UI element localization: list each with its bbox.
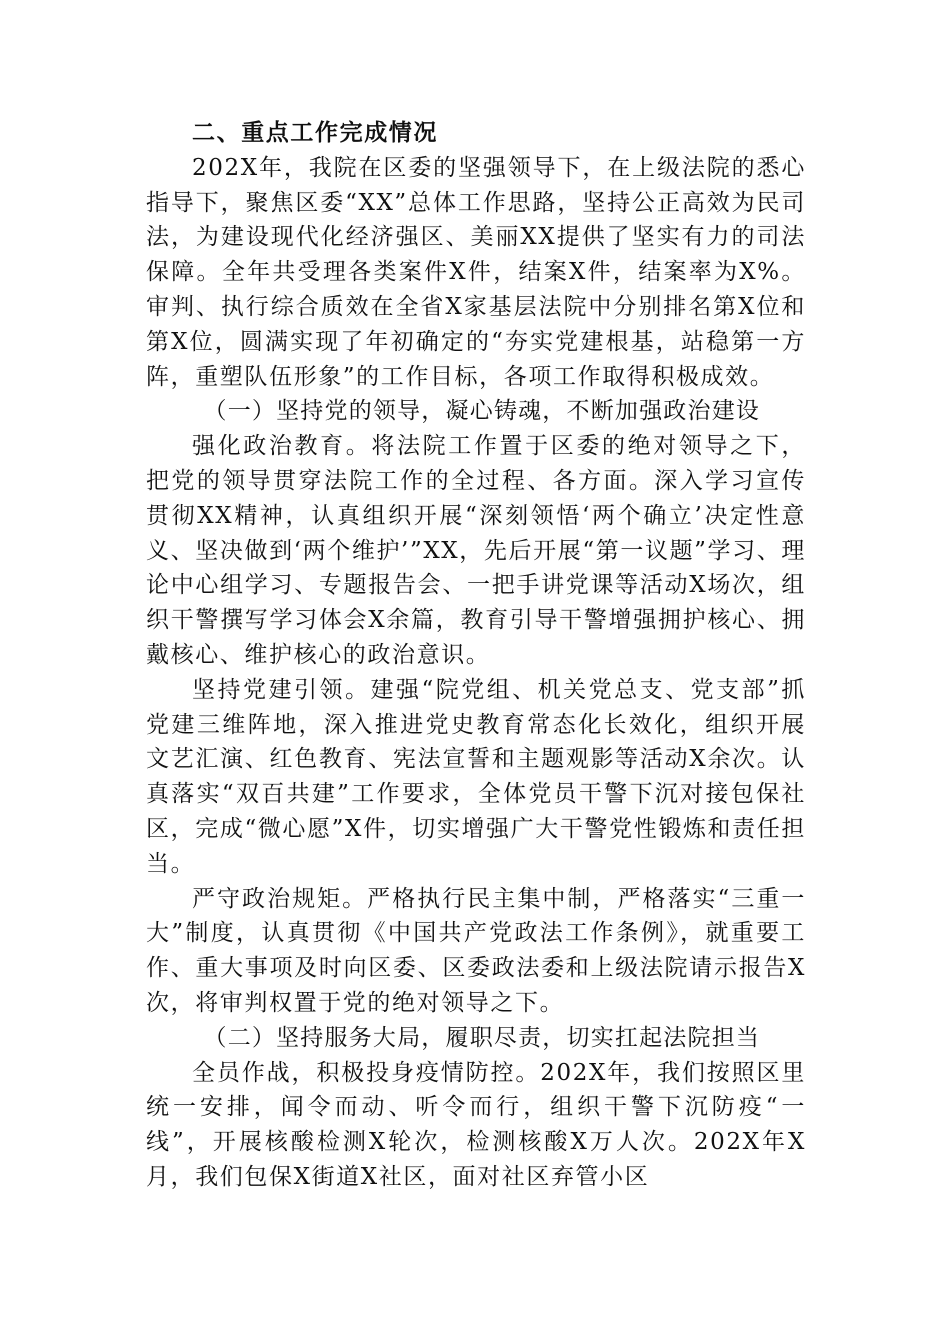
paragraph-party-building: 坚持党建引领。建强“院党组、机关党总支、党支部”抓党建三维阵地，深入推进党史教育常态化长效化，组织开展文艺汇演、红色教育、宪法宣誓和主题观影等活动X余次。认真落实“双百共建”工作要求，全体党员干警下沉对接包保社区，完成“微心愿”X件，切实增强广大干警党性锻炼和责任担当。 xyxy=(146,676,806,877)
subsection-1-heading: （一）坚持党的领导，凝心铸魂，不断加强政治建设 xyxy=(203,398,761,425)
document-page xyxy=(146,116,806,1195)
paragraph-epidemic-control: 全员作战，积极投身疫情防控。202X年，我们按照区里统一安排，闻令而动、听令而行，组织干警下沉防疫“一线”，开展核酸检测X轮次，检测核酸X万人次。202X年X月，我们包保X街道X社区，面对社区弃管小区 xyxy=(146,1059,806,1190)
paragraph-political-rules: 严守政治规矩。严格执行民主集中制，严格落实“三重一大”制度，认真贯彻《中国共产党政法工作条例》，就重要工作、重大事项及时向区委、区委政法委和上级法院请示报告X次，将审判权置于党的绝对领导之下。 xyxy=(146,885,806,1016)
intro-paragraph: 202X年，我院在区委的坚强领导下，在上级法院的悉心指导下，聚焦区委“XX”总体工作思路，坚持公正高效为民司法，为建设现代化经济强区、美丽XX提供了坚实有力的司法保障。全年共受理各类案件X件，结案X件，结案率为X%。审判、执行综合质效在全省X家基层法院中分别排名第X位和第X位，圆满实现了年初确定的“夯实党建根基，站稳第一方阵，重塑队伍形象”的工作目标，各项工作取得积极成效。 xyxy=(146,154,806,390)
section-heading: 二、重点工作完成情况 xyxy=(192,120,438,146)
paragraph-political-education: 强化政治教育。将法院工作置于区委的绝对领导之下，把党的领导贯穿法院工作的全过程、各方面。深入学习宣传贯彻XX精神，认真组织开展“深刻领悟‘两个确立’决定性意义、坚决做到‘两个维护’”XX，先后开展“第一议题”学习、理论中心组学习、专题报告会、一把手讲党课等活动X场次，组织干警撰写学习体会X余篇，教育引导干警增强拥护核心、拥戴核心、维护核心的政治意识。 xyxy=(146,433,806,668)
subsection-2-heading: （二）坚持服务大局，履职尽责，切实扛起法院担当 xyxy=(203,1024,761,1051)
